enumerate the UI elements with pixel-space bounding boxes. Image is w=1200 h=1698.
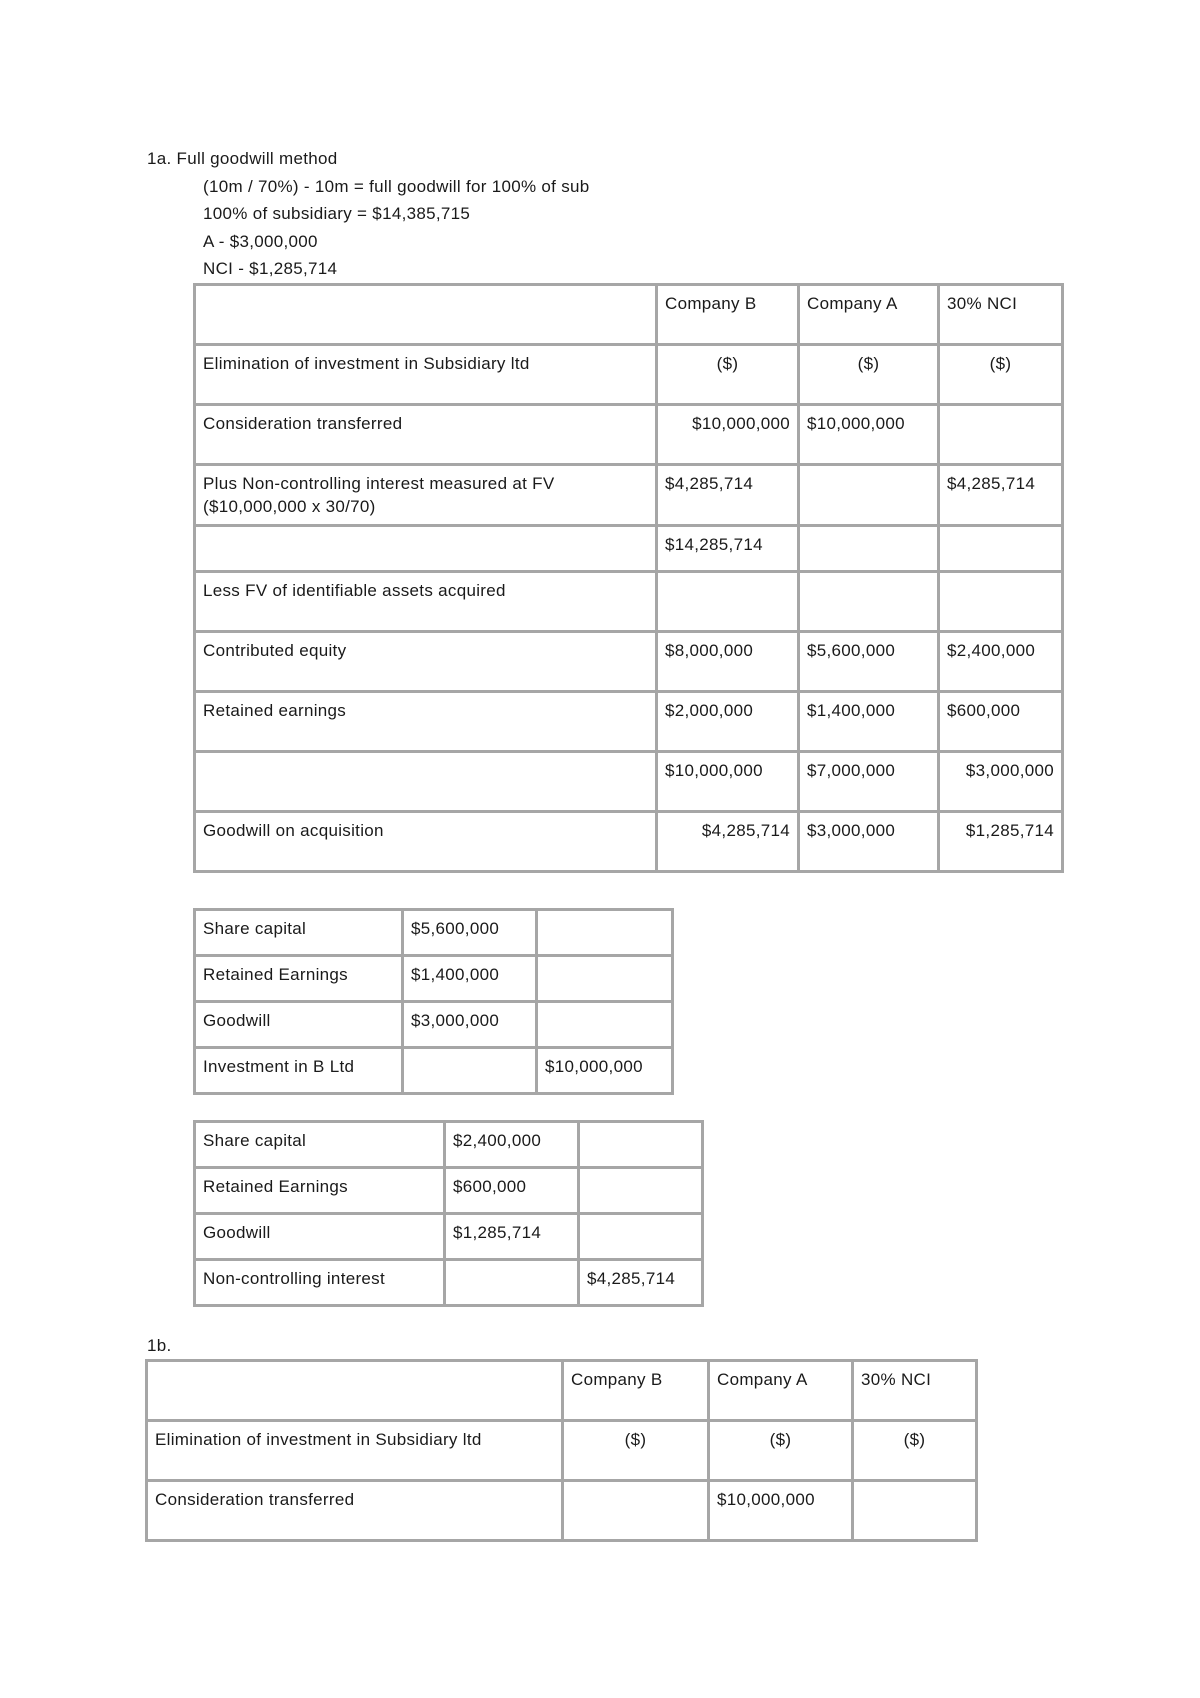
row-label: Elimination of investment in Subsidiary ltd xyxy=(147,1421,563,1481)
cell: ($) xyxy=(563,1421,709,1481)
row-label: Elimination of investment in Subsidiary ltd xyxy=(195,345,657,405)
cell: ($) xyxy=(709,1421,853,1481)
table-row xyxy=(195,812,1063,872)
row-label: Contributed equity xyxy=(195,632,657,692)
table-row xyxy=(195,1122,703,1168)
cell: $4,285,714 xyxy=(939,465,1063,526)
cell xyxy=(537,956,673,1002)
cell xyxy=(939,405,1063,465)
cell: $1,285,714 xyxy=(445,1214,579,1260)
cell xyxy=(537,1002,673,1048)
cell: $600,000 xyxy=(445,1168,579,1214)
header-cell: 30% NCI xyxy=(939,285,1063,345)
cell: ($) xyxy=(939,345,1063,405)
header-cell: Company A xyxy=(709,1361,853,1421)
cell xyxy=(579,1122,703,1168)
cell xyxy=(799,465,939,526)
cell: ($) xyxy=(657,345,799,405)
cell: $4,285,714 xyxy=(657,465,799,526)
table-row xyxy=(195,1214,703,1260)
cell xyxy=(853,1481,977,1541)
row-label: Retained earnings xyxy=(195,692,657,752)
row-label: Retained Earnings xyxy=(195,956,403,1002)
cell: $2,000,000 xyxy=(657,692,799,752)
cell xyxy=(579,1214,703,1260)
cell xyxy=(799,572,939,632)
section-1a-heading: 1a. Full goodwill method xyxy=(147,149,338,168)
row-label xyxy=(195,526,657,572)
table-row xyxy=(195,526,1063,572)
table-row xyxy=(195,405,1063,465)
cell: $600,000 xyxy=(939,692,1063,752)
row-label: Non-controlling interest xyxy=(195,1260,445,1306)
table-row xyxy=(195,752,1063,812)
note-line: NCI - $1,285,714 xyxy=(203,259,338,278)
table-row xyxy=(147,1481,977,1541)
row-label: Plus Non-controlling interest measured at FV ($10,000,000 x 30/70) xyxy=(195,465,657,526)
cell xyxy=(939,526,1063,572)
cell: $2,400,000 xyxy=(445,1122,579,1168)
cell: $1,400,000 xyxy=(403,956,537,1002)
cell xyxy=(799,526,939,572)
table-row xyxy=(195,572,1063,632)
row-label xyxy=(195,752,657,812)
row-label: Investment in B Ltd xyxy=(195,1048,403,1094)
note-line: 100% of subsidiary = $14,385,715 xyxy=(203,204,471,223)
cell xyxy=(537,910,673,956)
row-label: Share capital xyxy=(195,1122,445,1168)
table-row xyxy=(195,345,1063,405)
header-cell: Company B xyxy=(657,285,799,345)
row-label: Share capital xyxy=(195,910,403,956)
table-header-row xyxy=(195,285,1063,345)
cell: $10,000,000 xyxy=(537,1048,673,1094)
note-line: A - $3,000,000 xyxy=(203,232,318,251)
table-row xyxy=(195,910,673,956)
cell xyxy=(563,1481,709,1541)
cell: $5,600,000 xyxy=(403,910,537,956)
cell: ($) xyxy=(853,1421,977,1481)
cell: $5,600,000 xyxy=(799,632,939,692)
table-row xyxy=(195,465,1063,526)
table-row xyxy=(195,1260,703,1306)
cell: $10,000,000 xyxy=(709,1481,853,1541)
note-line: (10m / 70%) - 10m = full goodwill for 100% of sub xyxy=(203,177,590,196)
cell: $7,000,000 xyxy=(799,752,939,812)
cell: $3,000,000 xyxy=(799,812,939,872)
cell xyxy=(403,1048,537,1094)
header-cell xyxy=(147,1361,563,1421)
cell: $14,285,714 xyxy=(657,526,799,572)
header-cell xyxy=(195,285,657,345)
journal-entry-table-1 xyxy=(193,908,674,1095)
cell: $1,400,000 xyxy=(799,692,939,752)
cell: $2,400,000 xyxy=(939,632,1063,692)
header-cell: Company A xyxy=(799,285,939,345)
goodwill-calculation-table xyxy=(193,283,1064,873)
table-row xyxy=(147,1421,977,1481)
cell xyxy=(657,572,799,632)
row-label: Consideration transferred xyxy=(195,405,657,465)
row-label: Consideration transferred xyxy=(147,1481,563,1541)
cell: ($) xyxy=(799,345,939,405)
row-label: Goodwill xyxy=(195,1214,445,1260)
header-cell: 30% NCI xyxy=(853,1361,977,1421)
row-label: Less FV of identifiable assets acquired xyxy=(195,572,657,632)
section-1b-heading: 1b. xyxy=(147,1336,172,1355)
table-row xyxy=(195,1002,673,1048)
cell: $4,285,714 xyxy=(579,1260,703,1306)
table-row xyxy=(195,1048,673,1094)
cell xyxy=(939,572,1063,632)
cell: $10,000,000 xyxy=(657,752,799,812)
header-cell: Company B xyxy=(563,1361,709,1421)
table-row xyxy=(195,956,673,1002)
cell xyxy=(579,1168,703,1214)
table-row xyxy=(195,1168,703,1214)
cell: $8,000,000 xyxy=(657,632,799,692)
cell: $10,000,000 xyxy=(657,405,799,465)
row-label: Retained Earnings xyxy=(195,1168,445,1214)
cell: $3,000,000 xyxy=(939,752,1063,812)
table-row xyxy=(195,692,1063,752)
cell: $3,000,000 xyxy=(403,1002,537,1048)
section-1b-table xyxy=(145,1359,978,1542)
journal-entry-table-2 xyxy=(193,1120,704,1307)
table-row xyxy=(195,632,1063,692)
cell: $1,285,714 xyxy=(939,812,1063,872)
cell: $4,285,714 xyxy=(657,812,799,872)
cell xyxy=(445,1260,579,1306)
table-header-row xyxy=(147,1361,977,1421)
row-label: Goodwill on acquisition xyxy=(195,812,657,872)
row-label: Goodwill xyxy=(195,1002,403,1048)
cell: $10,000,000 xyxy=(799,405,939,465)
